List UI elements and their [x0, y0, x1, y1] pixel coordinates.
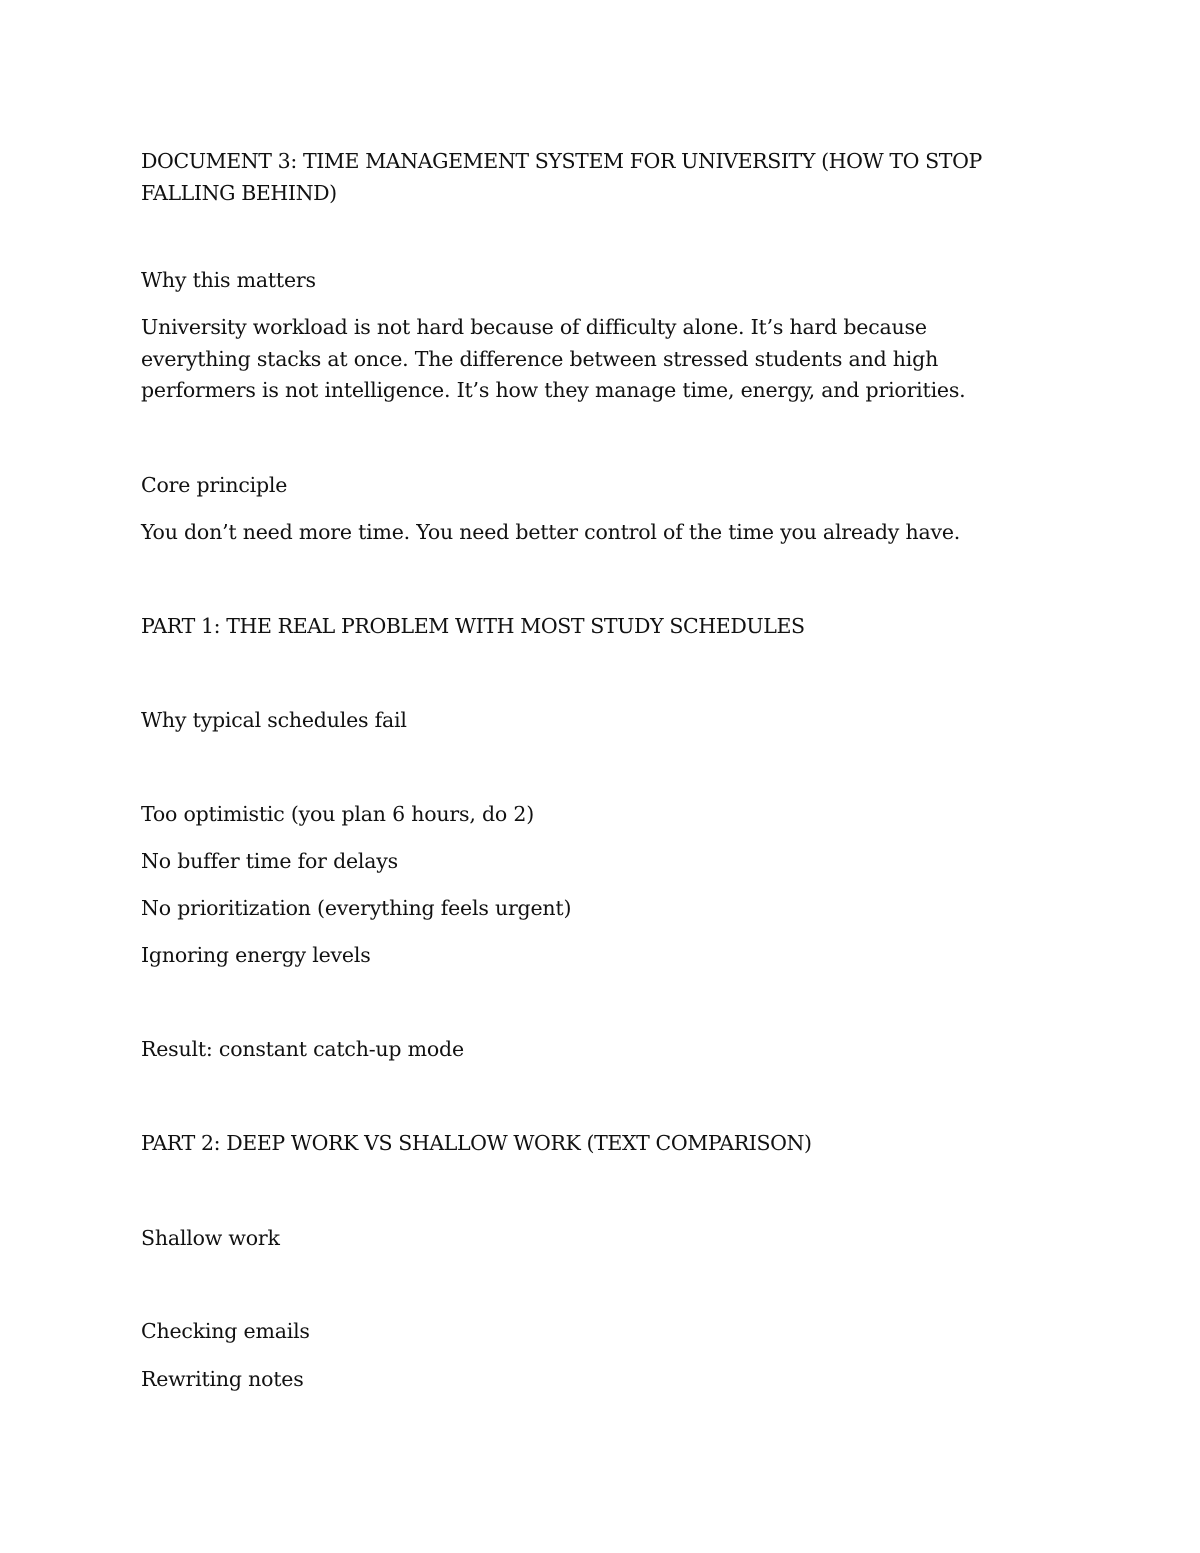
part-1-heading: PART 1: THE REAL PROBLEM WITH MOST STUDY SCHEDULES [141, 614, 805, 638]
section-heading-why-this-matters: Why this matters [141, 268, 316, 292]
list-item: Checking emails [141, 1319, 310, 1343]
section-heading-core-principle: Core principle [141, 473, 288, 497]
part-2-heading: PART 2: DEEP WORK VS SHALLOW WORK (TEXT COMPARISON) [141, 1131, 812, 1155]
why-this-matters-paragraph: University workload is not hard because of difficulty alone. It’s hard because everything stacks at once. The difference between stressed students and high performers is not intelligence. It’s how they manage time, energy, and priorities. [141, 315, 966, 402]
list-item: Too optimistic (you plan 6 hours, do 2) [141, 802, 534, 826]
result-line: Result: constant catch-up mode [141, 1037, 464, 1061]
list-item: No prioritization (everything feels urgent) [141, 896, 572, 920]
shallow-work-heading: Shallow work [141, 1226, 280, 1250]
list-item: Rewriting notes [141, 1367, 304, 1391]
typical-schedules-fail-heading: Why typical schedules fail [141, 708, 407, 732]
core-principle-paragraph: You don’t need more time. You need better control of the time you already have. [141, 520, 961, 544]
document-title: DOCUMENT 3: TIME MANAGEMENT SYSTEM FOR UNIVERSITY (HOW TO STOP FALLING BEHIND) [141, 149, 982, 205]
list-item: No buffer time for delays [141, 849, 399, 873]
list-item: Ignoring energy levels [141, 943, 371, 967]
